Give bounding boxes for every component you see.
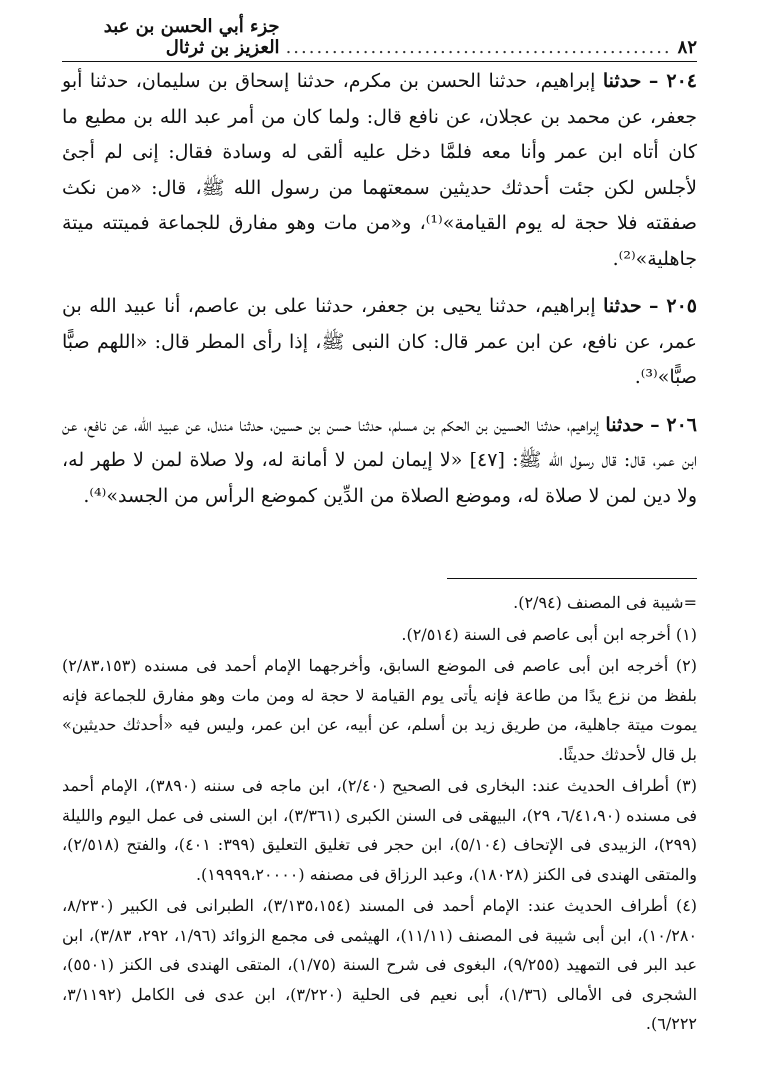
book-title: جزء أبي الحسن بن عبد العزيز بن ثرثال bbox=[103, 16, 280, 58]
footnote-mark: (١) bbox=[675, 624, 697, 644]
footnote-mark: (٣) bbox=[675, 776, 698, 795]
leader-dots: .................................................. bbox=[285, 37, 672, 58]
footnote-text: أطراف الحديث عند: الإمام أحمد فى المسند (٣/١٣٥،١٥٤)، الطبرانى فى الكبير (٨/٢٣٠، ١٠/٢٨٠)، ابن أبى شيبة فى المصنف (١١/١١)، الهيثمى فى مجمع الزوائد (١/٩٦، ٢٩٢، ٣/٨٣)، ابن عبد البر فى التمهيد (٩/٢٥٥)، البغوى فى شرح السنة (١/٧٥)، المتقى الهندى فى الكنز (٥٥٠١)، الشجرى فى الأمالى (١/٣٦)، أبى نعيم فى الحلية (٣/٢٢٠)، ابن عدى فى الكامل (٣/١١٩٢، ٦/٢٢٢). bbox=[62, 896, 698, 1033]
hadith-number: ٢٠٦ – bbox=[650, 413, 697, 436]
main-text bbox=[62, 64, 697, 526]
footnotes bbox=[62, 588, 697, 1041]
hadith-206 bbox=[62, 408, 697, 515]
footnote-3 bbox=[62, 771, 697, 889]
hadith-lead: حدثنا bbox=[603, 295, 642, 317]
footnote-mark: (٢) bbox=[675, 656, 697, 675]
page-number: ٨٢ bbox=[677, 37, 697, 58]
hadith-204 bbox=[62, 64, 697, 277]
footnote-continuation bbox=[62, 588, 697, 618]
hadith-text: إبراهيم، حدثنا الحسين بن الحكم بن مسلم، حدثنا حسن بن حسين، حدثنا مندل، عن عبيد الله، عن نافع، عن ابن عمر، قال: قال رسول الله ﷺ: [٤٧] «لا إيمان لمن لا أمانة له، ولا صلاة لمن لا طهر له، ولا دين لمن لا صلاة له، وموضع الصلاة من الدِّين كموضع الرأس من الجسد»⁽⁴⁾. bbox=[62, 413, 697, 507]
hadith-205 bbox=[62, 289, 697, 396]
hadith-lead: حدثنا bbox=[602, 70, 642, 92]
hadith-lead: حدثنا bbox=[605, 413, 644, 436]
hadith-number: ٢٠٥ – bbox=[648, 295, 697, 317]
footnote-1 bbox=[62, 620, 697, 650]
hadith-number: ٢٠٤ – bbox=[648, 70, 697, 92]
footnote-text: =شيبة فى المصنف (٢/٩٤). bbox=[513, 593, 697, 612]
footnote-separator bbox=[447, 578, 697, 579]
footnote-text: أخرجه ابن أبى عاصم فى السنة (٢/٥١٤). bbox=[401, 624, 671, 644]
hadith-text: إبراهيم، حدثنا يحيى بن جعفر، حدثنا على بن عاصم، أنا عبيد الله بن عمر، عن نافع، عن ابن عمر قال: كان النبى ﷺ، إذا رأى المطر قال: «اللهم صبًّا صبًّا»⁽³⁾. bbox=[62, 295, 697, 388]
footnote-text: أطراف الحديث عند: البخارى فى الصحيح (٢/٤٠)، ابن ماجه فى سننه (٣٨٩٠)، الإمام أحمد فى مسنده (٦/٤١،٩٠، ٢٩)، البيهقى فى السنن الكبرى (٣/٣٦١)، ابن السنى فى عمل اليوم والليلة (٢٩٩)، الزبيدى فى الإتحاف (٥/١٠٤)، ابن حجر فى تغليق التعليق (٣٩٩: ٤٠١)، والفتح (٢/٥١٨)، والمتقى الهندى فى الكنز (١٨٠٢٨)، وعبد الرزاق فى مصنفه (١٩٩٩٩،٢٠٠٠٠). bbox=[62, 776, 697, 884]
footnote-text: أخرجه ابن أبى عاصم فى الموضع السابق، وأخرجهما الإمام أحمد فى مسنده (٢/٨٣،١٥٣) بلفظ من نزع يدًا من طاعة فإنه يأتى يوم القيامة لا حجة له ومن مات وهو مفارق للجماعة فإنه يموت ميتة جاهلية، من طريق زيد بن أسلم، عن أبيه، عن ابن عمر، وليس فيه «أحدثك حديثين» بل قال لأحدثك حديثًا. bbox=[62, 656, 697, 764]
running-header bbox=[62, 16, 697, 62]
footnote-mark: (٤) bbox=[675, 896, 698, 915]
hadith-text: إبراهيم، حدثنا الحسن بن مكرم، حدثنا إسحاق بن سليمان، حدثنا أبو جعفر، عن محمد بن عجلان، عن نافع قال: ولما كان من أمر عبد الله بن مطيع ما كان أتاه ابن عمر وأنا معه فلمَّا دخل عليه ألقى له وسادة فقال: إنى لم أجئ لأجلس لكن جئت أحدثك حديثين سمعتهما من رسول الله ﷺ، قال: «من نكث صفقته فلا حجة له يوم القيامة»⁽¹⁾، و«من مات وهو مفارق للجماعة فميتته ميتة جاهلية»⁽²⁾. bbox=[62, 70, 697, 270]
footnote-4 bbox=[62, 891, 697, 1039]
footnote-2 bbox=[62, 651, 697, 769]
